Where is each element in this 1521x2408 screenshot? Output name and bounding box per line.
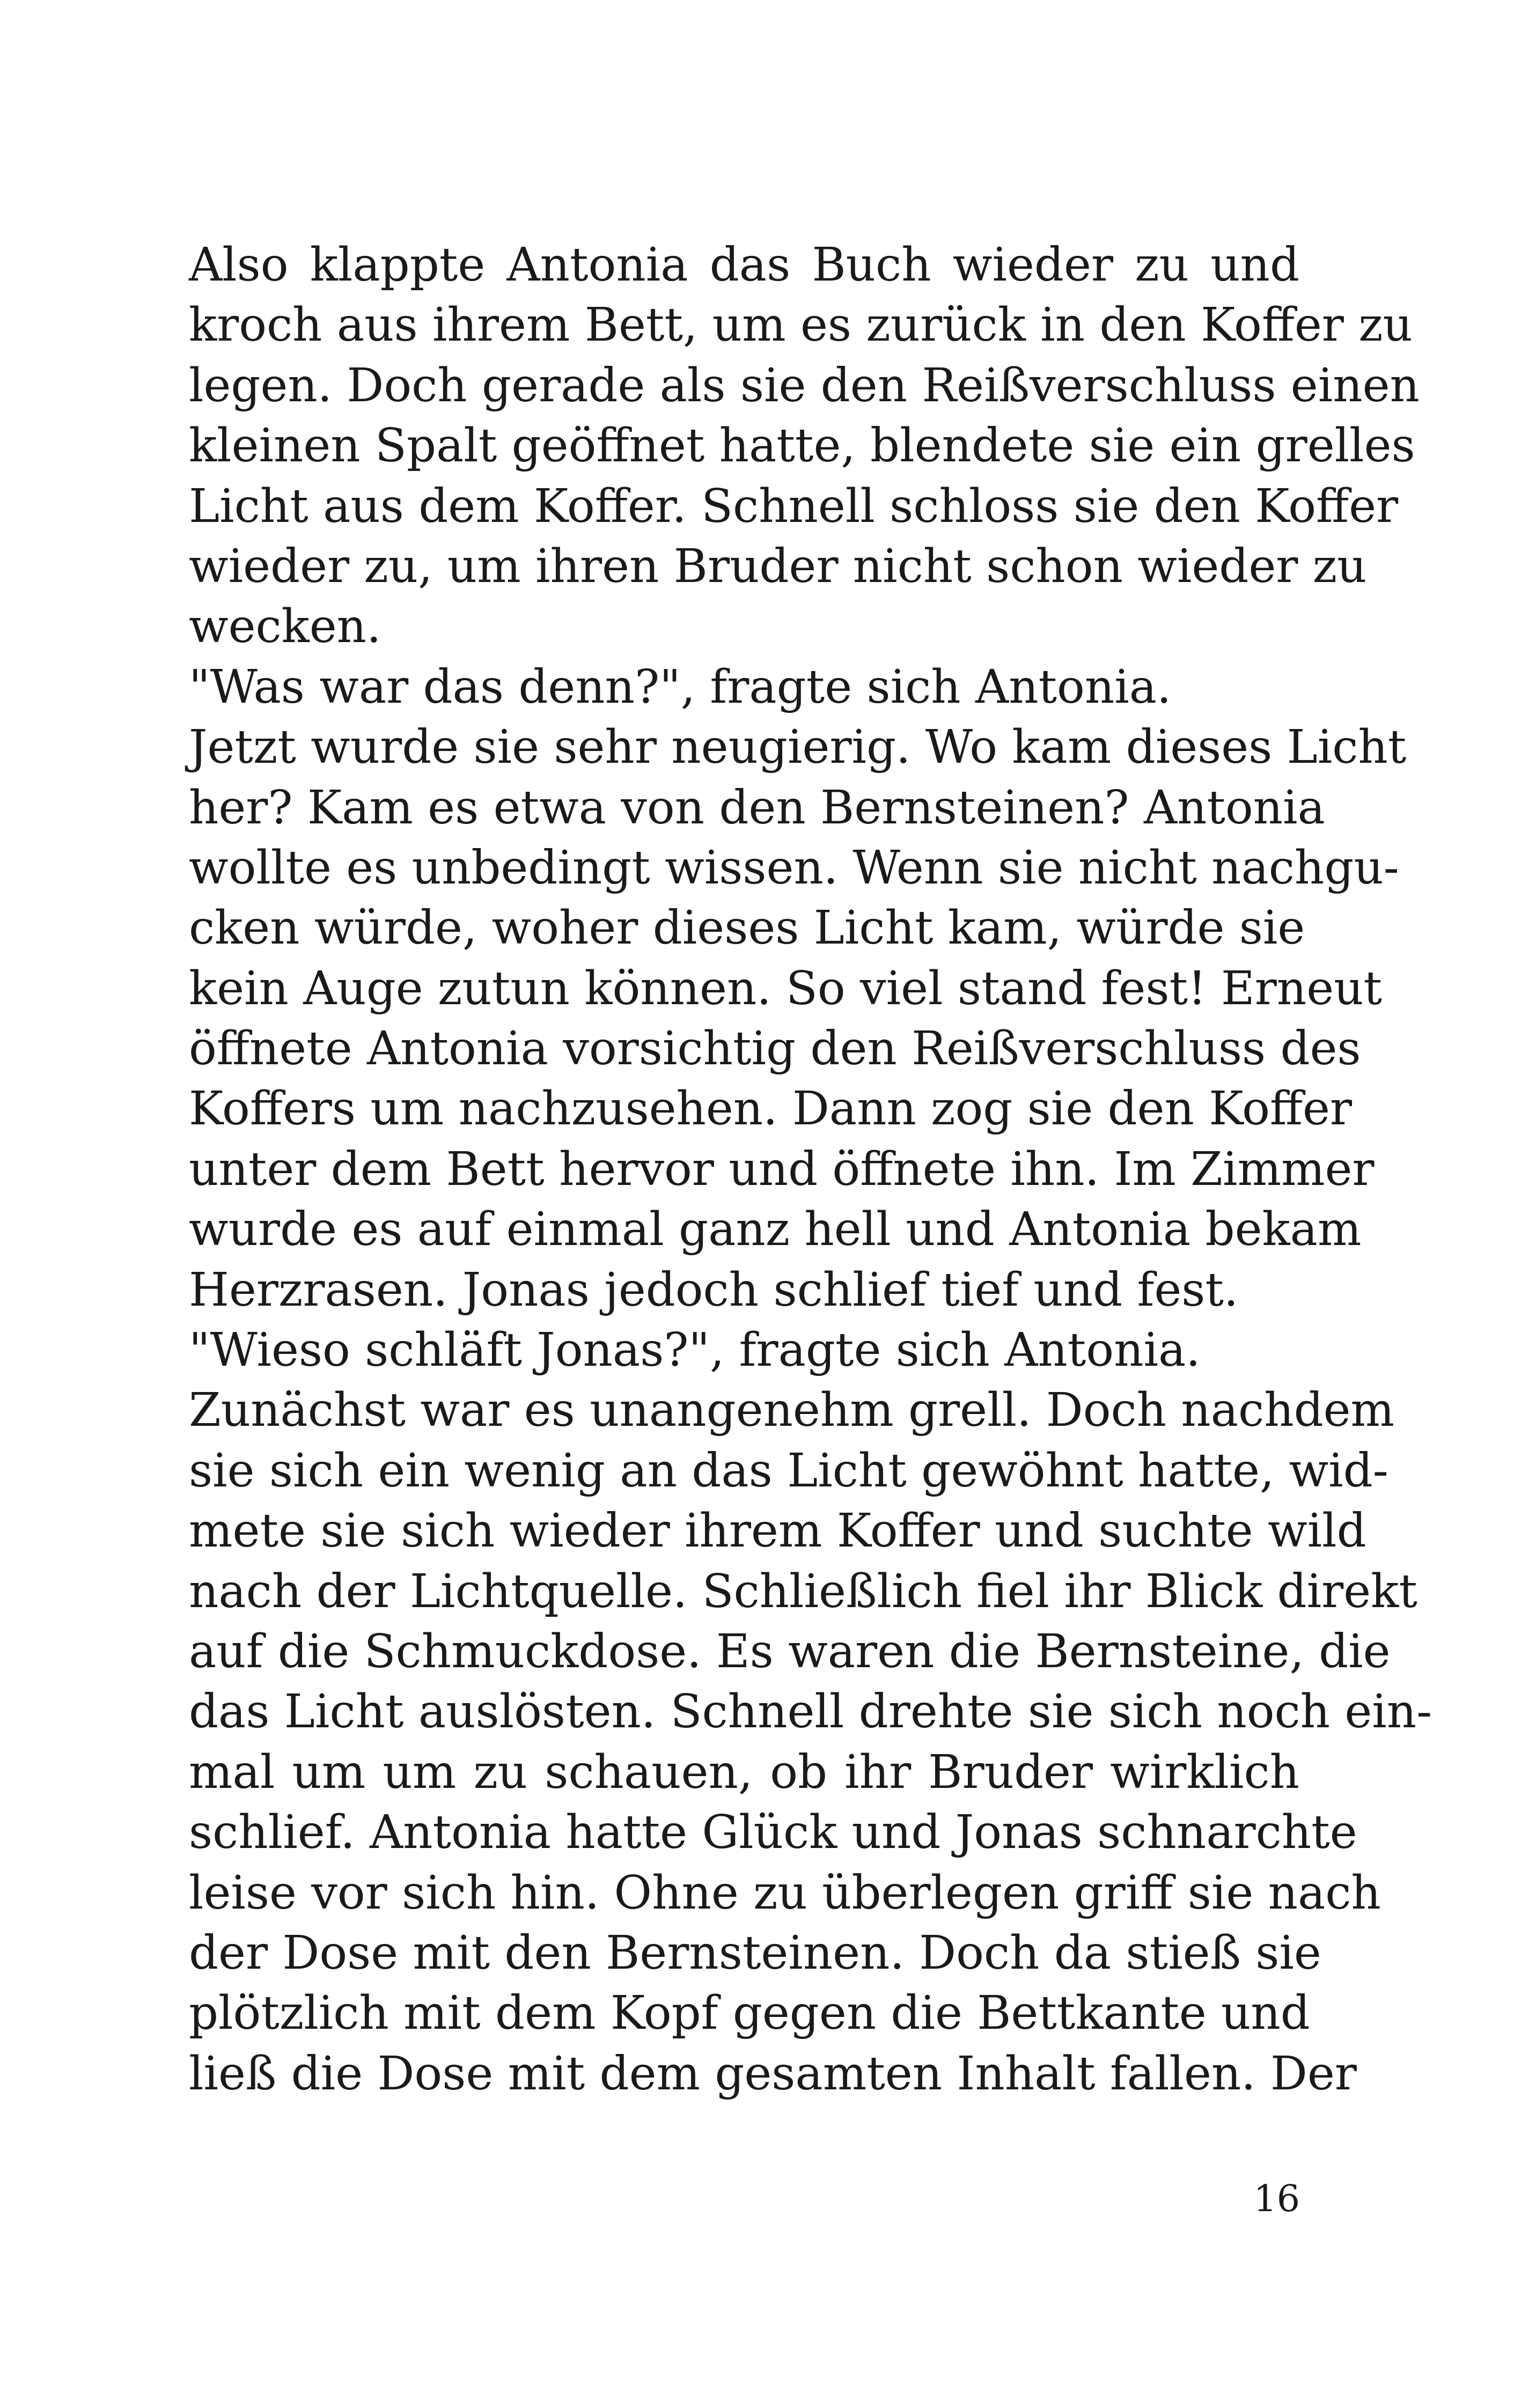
text-line: sie sich ein wenig an das Licht gewöhnt hatte, wid- bbox=[189, 1444, 1388, 1498]
text-line: legen. Doch gerade als sie den Reißverschluss einen bbox=[189, 358, 1420, 413]
text-line: "Wieso schläft Jonas?", fragte sich Antonia. bbox=[189, 1323, 1201, 1378]
text-line: her? Kam es etwa von den Bernsteinen? Antonia bbox=[189, 780, 1325, 835]
text-line: mete sie sich wieder ihrem Koffer und suchte wild bbox=[189, 1504, 1366, 1558]
text-line: wieder zu, um ihren Bruder nicht schon wieder zu bbox=[189, 539, 1367, 593]
text-line: ließ die Dose mit dem gesamten Inhalt fallen. Der bbox=[189, 2046, 1357, 2101]
text-line: cken würde, woher dieses Licht kam, würde sie bbox=[189, 901, 1305, 955]
text-line: wurde es auf einmal ganz hell und Antonia bekam bbox=[189, 1203, 1362, 1257]
text-line: nach der Lichtquelle. Schließlich fiel ihr Blick direkt bbox=[189, 1564, 1417, 1618]
body-text bbox=[189, 235, 1432, 2104]
text-line: mal um um zu schauen, ob ihr Bruder wirklich bbox=[189, 1745, 1299, 1799]
text-line: öffnete Antonia vorsichtig den Reißverschluss des bbox=[189, 1022, 1361, 1076]
text-line: leise vor sich hin. Ohne zu überlegen griff sie nach bbox=[189, 1866, 1381, 1920]
text-line: schlief. Antonia hatte Glück und Jonas schnarchte bbox=[189, 1806, 1357, 1860]
text-line: Herzrasen. Jonas jedoch schlief tief und fest. bbox=[189, 1263, 1239, 1317]
text-line: wecken. bbox=[189, 600, 381, 654]
text-line: Licht aus dem Koffer. Schnell schloss sie den Koffer bbox=[189, 479, 1399, 533]
text-line: plötzlich mit dem Kopf gegen die Bettkante und bbox=[189, 1986, 1310, 2041]
text-line: auf die Schmuckdose. Es waren die Bernsteine, die bbox=[189, 1624, 1391, 1678]
text-line: unter dem Bett hervor und öffnete ihn. Im Zimmer bbox=[189, 1142, 1375, 1196]
text-line: Also klappte Antonia das Buch wieder zu und bbox=[189, 238, 1299, 292]
page-number: 16 bbox=[1253, 2178, 1300, 2220]
text-line: kroch aus ihrem Bett, um es zurück in den Koffer zu bbox=[189, 298, 1413, 352]
text-line: der Dose mit den Bernsteinen. Doch da stieß sie bbox=[189, 1926, 1321, 1980]
text-line: Koffers um nachzusehen. Dann zog sie den Koffer bbox=[189, 1082, 1353, 1136]
text-line: Zunächst war es unangenehm grell. Doch nachdem bbox=[189, 1383, 1395, 1438]
text-line: kleinen Spalt geöffnet hatte, blendete sie ein grelles bbox=[189, 419, 1415, 473]
text-line: kein Auge zutun können. So viel stand fest! Erneut bbox=[189, 961, 1383, 1015]
text-line: Jetzt wurde sie sehr neugierig. Wo kam dieses Licht bbox=[189, 720, 1407, 775]
text-line: "Was war das denn?", fragte sich Antonia. bbox=[189, 660, 1172, 714]
text-line: wollte es unbedingt wissen. Wenn sie nicht nachgu- bbox=[189, 841, 1399, 895]
text-line: das Licht auslösten. Schnell drehte sie sich noch ein- bbox=[189, 1685, 1432, 1739]
